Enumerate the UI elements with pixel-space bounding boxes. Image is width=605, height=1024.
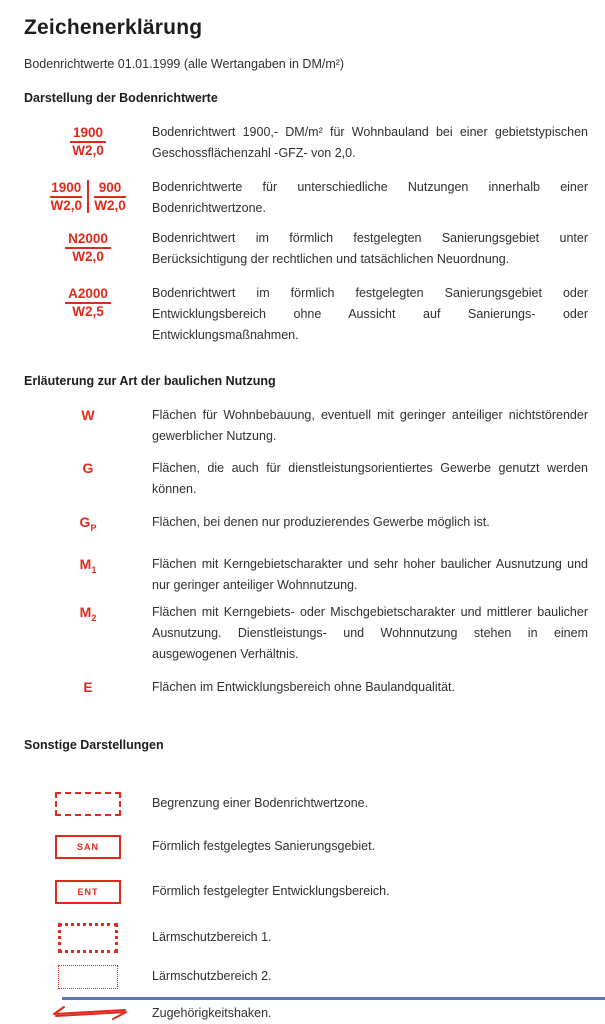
legend-row [24,458,588,500]
symbol-cell [24,880,152,904]
usage-letter: E [83,678,93,695]
symbol-cell [24,405,152,432]
value-fraction-icon [70,125,106,158]
ent-box-icon [55,880,121,904]
legend-row [24,677,588,704]
legend-row [24,792,588,816]
fraction-denominator: W2,0 [50,198,82,213]
legend-description: Förmlich festgelegter Entwicklungsbereich. [152,884,390,899]
usage-letter-w [81,405,94,432]
legend-row [24,177,588,219]
hook-arrow-icon [47,1003,129,1023]
usage-letter-m2 [80,602,97,629]
symbol-cell [24,923,152,953]
noise-zone-1-dotted-box-icon [58,923,118,953]
legend-description: Flächen im Entwicklungsbereich ohne Baulandqualität. [152,679,455,694]
symbol-cell [24,1003,152,1023]
fraction-numerator: N2000 [65,231,111,249]
usage-letter: M [79,603,92,620]
section-heading-darstellung: Darstellung der Bodenrichtwerte [24,91,218,105]
legend-description: Flächen mit Kerngebiets- oder Mischgebietscharakter und mittlerer baulicher Ausnutzung. Dienstleistungs- und Wohnnutzung stehen in einem ausgewogenen Verhältnis. [152,604,588,661]
legend-description: Begrenzung einer Bodenrichtwertzone. [152,796,369,811]
san-box-icon [55,835,121,859]
legend-row [24,512,588,539]
legend-description: Zugehörigkeitshaken. [152,1005,272,1020]
fraction-denominator: W2,0 [72,143,104,158]
section-heading-sonstige: Sonstige Darstellungen [24,737,164,752]
legend-row [24,122,588,164]
page-subtitle: Bodenrichtwerte 01.01.1999 (alle Wertangaben in DM/m²) [24,57,345,71]
section-heading-erlaeuterung: Erläuterung zur Art der baulichen Nutzung [24,374,276,388]
legend-row [24,228,588,270]
double-value-fraction-icon [45,180,131,213]
usage-letter-g [83,458,94,485]
usage-letter-sub: P [90,522,97,533]
footer-rule [62,997,605,1000]
legend-row [24,835,588,859]
usage-letter-m1 [80,554,97,581]
legend-row [24,965,588,989]
ent-box-label: ENT [77,886,99,897]
symbol-cell [24,512,152,539]
symbol-cell [24,554,152,581]
symbol-cell [24,965,152,989]
fraction-denominator: W2,5 [72,304,104,319]
value-fraction-icon [65,231,111,264]
usage-letter: G [79,514,91,530]
legend-description: Bodenrichtwert im förmlich festgelegten Sanierungsgebiet oder Entwicklungsbereich ohne Aussicht auf Sanierungs- oder Entwicklungsmaßnahmen. [152,286,588,342]
legend-description: Lärmschutzbereich 1. [152,930,272,945]
legend-row [24,1003,588,1024]
fraction-numerator: 1900 [50,180,82,198]
zone-boundary-dashed-box-icon [55,792,121,816]
fraction-right-column [87,180,131,213]
symbol-cell [24,177,152,213]
fraction-denominator: W2,0 [94,198,126,213]
noise-zone-2-dotted-box-icon [58,965,118,989]
symbol-cell [24,602,152,629]
usage-letter: W [81,407,95,423]
legend-description: Bodenrichtwerte für unterschiedliche Nutzungen innerhalb einer Bodenrichtwertzone. [152,180,588,215]
san-box-label: SAN [76,841,99,852]
legend-description: Förmlich festgelegtes Sanierungsgebiet. [152,839,376,854]
usage-letter-sub: 2 [91,612,97,623]
legend-description: Bodenrichtwert 1900,- DM/m² für Wohnbauland bei einer gebietstypischen Geschossflächenzahl -GFZ- von 2,0. [152,125,588,160]
symbol-cell [24,122,152,158]
value-fraction-icon [65,286,111,319]
page-title: Zeichenerklärung [24,16,203,39]
fraction-denominator: W2,0 [72,249,104,264]
legend-row [24,880,588,904]
symbol-cell [24,458,152,485]
usage-letter-e [83,677,92,704]
legend-row [24,602,588,665]
symbol-cell [24,228,152,264]
legend-row [24,923,588,953]
legend-description: Flächen mit Kerngebietscharakter und sehr hoher baulicher Ausnutzung und nur geringer anteiliger Wohnnutzung. [152,556,588,592]
fraction-numerator: A2000 [65,286,111,304]
fraction-numerator: 900 [94,180,126,198]
usage-letter: G [82,460,94,476]
legend-row [24,405,588,447]
legend-row [24,283,588,346]
fraction-left-column [45,180,87,213]
legend-description: Flächen, die auch für dienstleistungsorientiertes Gewerbe genutzt werden können. [152,461,588,496]
legend-description: Bodenrichtwert im förmlich festgelegten Sanierungsgebiet unter Berücksichtigung der rechtlichen und tatsächlichen Neuordnung. [152,231,588,266]
legend-row [24,554,588,596]
legend-description: Flächen, bei denen nur produzierendes Gewerbe möglich ist. [152,515,490,529]
usage-letter-gp [80,512,97,539]
symbol-cell [24,835,152,859]
fraction-numerator: 1900 [70,125,106,143]
usage-letter-sub: 1 [91,564,97,575]
legend-description: Flächen für Wohnbebauung, eventuell mit geringer anteiliger nichtstörender gewerblicher Nutzung. [152,408,588,443]
symbol-cell [24,792,152,816]
symbol-cell [24,283,152,319]
symbol-cell [24,677,152,704]
legend-description: Lärmschutzbereich 2. [152,969,272,984]
usage-letter: M [79,555,92,572]
